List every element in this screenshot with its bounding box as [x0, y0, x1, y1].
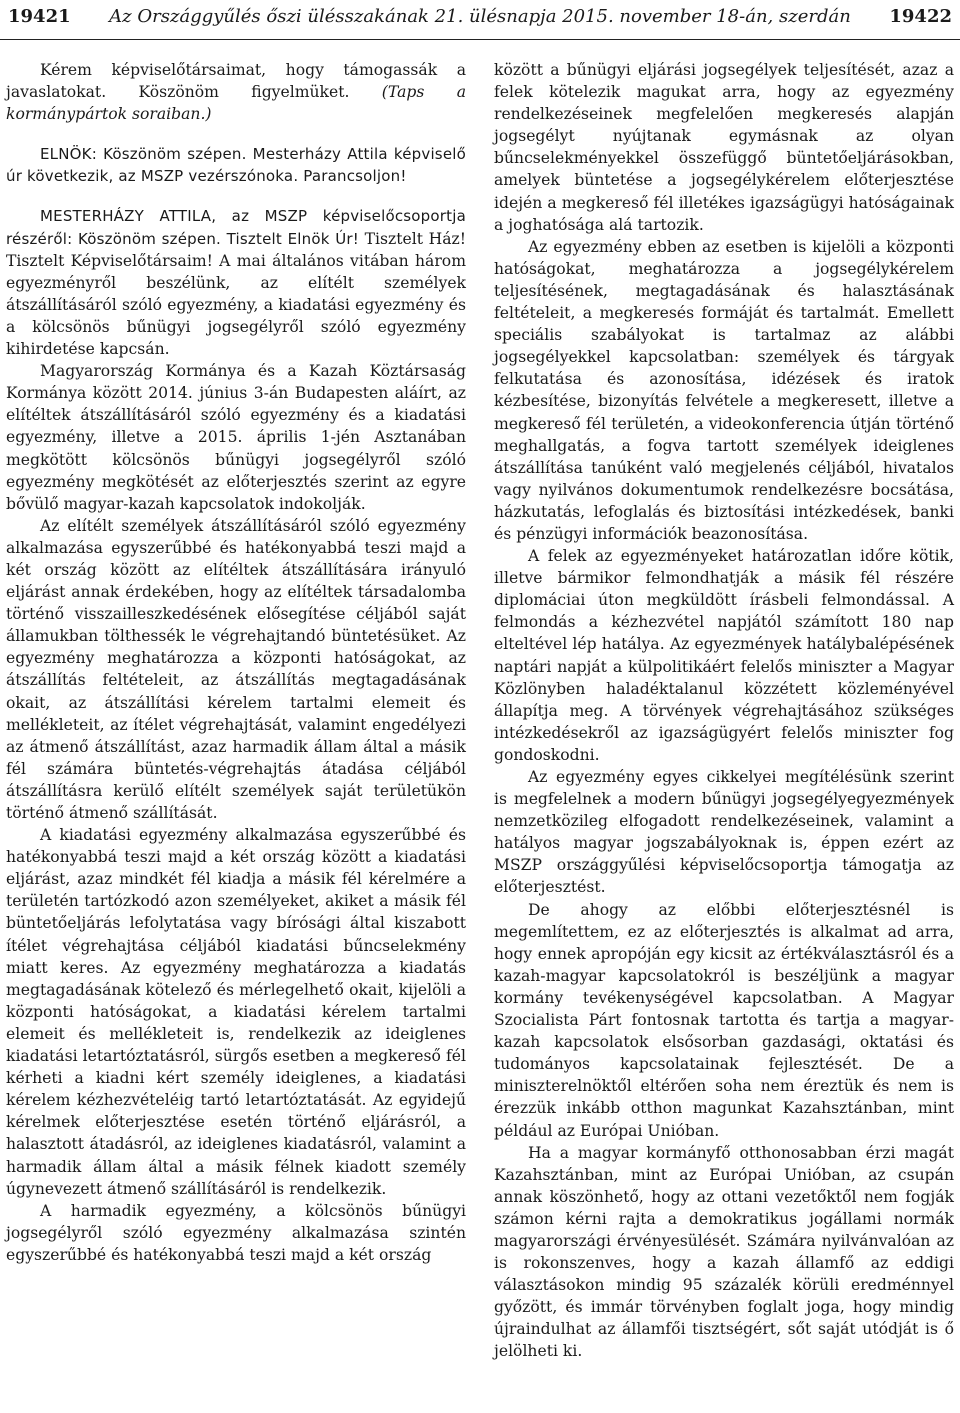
paragraph-extradition: A kiadatási egyezmény alkalmazása egyszerűbbé és hatékonyabbá teszi majd a két ország között a kiadatási eljárást, azaz mindkét fél kiadja a másik fél kérelmére a területén tartózkodó azon személyeket, akiket a másik fél büntetőeljárás lefolytatása vagy bírósági által kiszabott ítélet végrehajtása céljából kiadatási bűncselekmény miatt keres. Az egyezmény meghatározza a kiadatás megtagadásának kötelező és mérlegelhető okait, kijelöli a központi hatóságokat, a kiadatási kérelem tartalmi elemeit és mellékleteit is, rendelkezik az ideiglenes kiadatási letartóztatásról, sürgős esetben a megkereső fél kérheti a kiadni kért személy ideiglenes, a kiadatási kérelem kézhezvételéig tartó letartóztatását. Az egyidejű kérelmek előterjesztése esetén történő eljárásról, a halasztott átadásról, az ideiglenes kiadatásról, valamint a harmadik állam által a másik félnek kiadott személy úgynevezett átmenő szállításáról is rendelkezik.: [6, 826, 466, 1198]
page-header: [0, 0, 960, 40]
paragraph-mp: [6, 205, 466, 360]
paragraph-if: Ha a magyar kormányfő otthonosabban érzi magát Kazahsztánban, mint az Európai Unióban, az csupán annak köszönhető, hogy az ottani vezetőktől nem fogják számon kérni rajta a demokratikus jogállami normák magyarországi érvényesülését. Számára nyilvánvalóan az is rokonszenves, hogy a kazah államfő az eddigi választásokon mindig 95 százalék körüli eredménnyel győzött, és immár törvényben foglalt joga, hogy mindig újraindulhat az államfői tisztségért, sőt saját utódját is ő jelölheti ki.: [494, 1143, 954, 1361]
paragraph-however: De ahogy az előbbi előterjesztésnél is megemlítettem, ez az előterjesztés is alkalmat ad arra, hogy ennek apropóján egy kicsit az értékválasztásról és a kazah-magyar kapcsolatokról is beszéljünk a magyar kormány tevékenységével kapcsolatban. A Magyar Szocialista Párt fontosnak tartotta és tartja a magyar-kazah kapcsolatok elsősorban gazdasági, oktatási és tudományos kapcsolatainak fejlesztését. De a miniszterelnöktől eltérően soha nem éreztük és nem is érezzük inkább otthon magunkat Kazahsztánban, mint például az Európai Unióban.: [494, 900, 954, 1140]
page-number-right: 19422: [889, 6, 952, 27]
paragraph-president: [6, 143, 466, 187]
paragraph-support: Az egyezmény egyes cikkelyei megítélésünk szerint is megfelelnek a modern bűnügyi jogsegélyegyezmények nemzetközileg elfogadott rendelkezéseinek, valamint a hatályos magyar jogszabályoknak is, éppen ezért az MSZP országgyűlési képviselőcsoportja támogatja az előterjesztést.: [494, 768, 954, 897]
president-speech: Köszönöm szépen. Mesterházy Attila képviselő úr következik, az MSZP vezérszónoka. Parancsoljon!: [6, 145, 466, 186]
running-title: Az Országgyűlés őszi ülésszakának 21. ülésnapja 2015. november 18-án, szerdán: [109, 6, 851, 27]
left-column: [6, 59, 466, 1413]
paragraph-indefinite: A felek az egyezményeket határozatlan időre kötik, illetve bármikor felmondhatják a másik fél részére diplomáciai úton megküldött írásbeli felmondással. A felmondás a kézhezvétel napjától számított 180 nap elteltével lép hatálya. Az egyezmények hatálybalépésének naptári napját a külpolitikáért felelős miniszter a Magyar Közlönyben haladéktalanul közzétett közleményével állapítja meg. A törvények végrehajtásához szükséges intézkedésekről az igazságügyért felelős miniszter fog gondoskodni.: [494, 547, 954, 764]
speaker-mesterhazy: MESTERHÁZY ATTILA, az MSZP képviselőcsoportja részéről:: [6, 207, 466, 248]
paragraph-authorities: Az egyezmény ebben az esetben is kijelöli a központi hatóságokat, meghatározza a jogsegélykérelem teljesítésének, megtagadásának és halasztásának feltételeit, a megkeresés formáját és tartalmát. Emellett speciális szabályokat is tartalmaz az alábbi jogsegélyekkel kapcsolatban: személyek és tárgyak felkutatása és azonosítása, idézések és iratok kézbesítése, bizonyítás felvétele a megkeresett, illetve a megkereső fél területén, a videokonferencia útján történő meghallgatás, a fogva tartott személyek ideiglenes átszállítása tanúként való megjelenés céljából, hivatalos vagy nyilvános dokumentumok rendelkezésre bocsátása, házkutatás, lefoglalás és biztosítási intézkedések, banki és pénzügyi információk beazonosítása.: [494, 237, 954, 543]
closing-text: Kérem képviselőtársaimat, hogy támogassák a javaslatokat. Köszönöm figyelmüket.: [6, 61, 466, 102]
mp-speech: Tisztelt Ház! Tisztelt Képviselőtársaim! A mai általános vitában három egyezményről beszélünk, az elítélt személyek átszállításáról szóló egyezmény, a kiadatási egyezmény és a kölcsönös bűnügyi jogsegélyről szóló egyezmény kihirdetése kapcsán.: [6, 229, 466, 359]
speaker-president: ELNÖK:: [40, 145, 97, 164]
mp-intro: Köszönöm szépen. Tisztelt Elnök Úr!: [72, 229, 365, 248]
paragraph-transfer: Az elítélt személyek átszállításáról szóló egyezmény alkalmazása egyszerűbbé és hatékonyabbá teszi majd a két ország között az elítéltek átszállítására irányuló eljárást annak érdekében, hogy az elítéltek társadalomba történő visszailleszkedésének elősegítése céljából saját államukban tölthessék le végrehajtandó büntetésüket. Az egyezmény meghatározza a központi hatóságokat, az átszállítás feltételeit, az átszállítás megtagadásának okait, az átszállítási kérelem tartalmi elemeit és mellékleteit, az ítélet végrehajtását, valamint engedélyezi az átmenő átszállítást, azaz harmadik állam által a másik fél számára büntetés-végrehajtás átadása céljából átszállításra kerülő elítélt személyek saját területükön történő átmenő szállítását.: [6, 516, 466, 822]
paragraph-closing: [6, 59, 466, 125]
right-column: [494, 59, 954, 1413]
applause-note: (Taps a kormánypártok soraiban.): [6, 83, 466, 124]
paragraph-kazah: Magyarország Kormánya és a Kazah Köztársaság Kormánya között 2014. június 3-án Budapesten aláírt, az elítéltek átszállításáról szóló egyezmény és a kiadatási egyezmény, illetve a 2015. április 1-jén Asztanában megkötött kölcsönös bűnügyi jogsegélyről szóló egyezmény megkötését az előterjesztés szerint az egyre bővülő magyar-kazah kapcsolatok indokolják.: [6, 362, 466, 513]
paragraph-continuation: között a bűnügyi eljárási jogsegélyek teljesítését, azaz a felek kötelezik magukat arra, hogy az egyezmény rendelkezéseinek megfelelően megkeresés alapján jogsegélyt nyújtanak egymásnak az olyan bűncselekményekkel összefüggő büntetőeljárásokban, amelyek büntetése a jogsegélykérelem előterjesztése idején a megkereső fél illetékes igazságügyi hatóságainak a joghatósága alá tartozik.: [494, 61, 954, 234]
paragraph-third: A harmadik egyezmény, a kölcsönös bűnügyi jogsegélyről szóló egyezmény alkalmazása szintén egyszerűbbé és hatékonyabbá teszi majd a két ország: [6, 1201, 466, 1264]
page-number-left: 19421: [8, 6, 71, 27]
